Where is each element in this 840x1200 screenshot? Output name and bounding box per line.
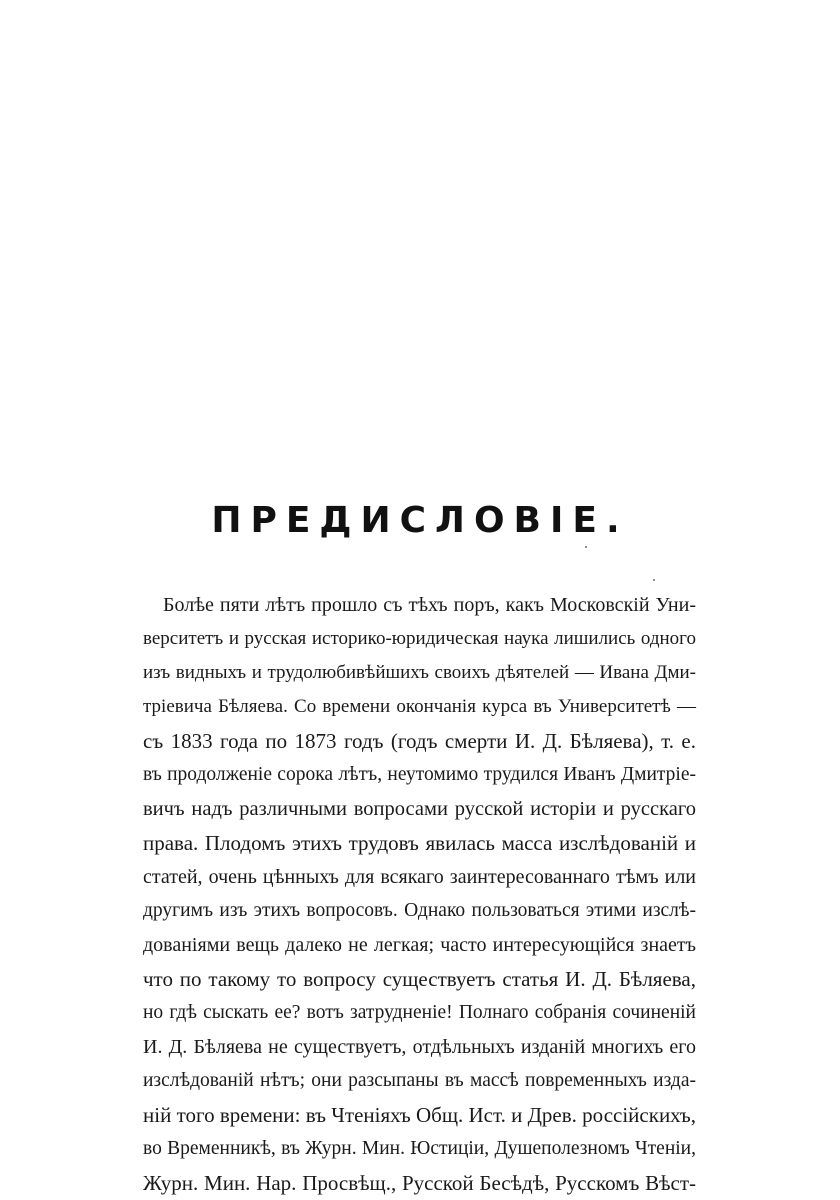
text-line-10: другимъ изъ этихъ вопросовъ. Однако пользоваться этими изслѣ- xyxy=(143,900,696,921)
text-line-9: статей, очень цѣнныхъ для всякаго заинтересованнаго тѣмъ или xyxy=(143,866,696,888)
page-title: ПРЕДИСЛОВІЕ. xyxy=(211,500,629,541)
text-line-7: вичъ надъ различными вопросами русской исторіи и русскаго xyxy=(143,798,696,820)
scan-speck xyxy=(653,579,655,581)
preface-body xyxy=(143,588,696,1200)
text-line-5: съ 1833 года по 1873 годъ (годъ смерти И. Д. Бѣляева), т. е. xyxy=(143,729,696,753)
text-line-15: изслѣдованій нѣтъ; они разсыпаны въ массѣ повременныхъ изда- xyxy=(143,1070,696,1091)
text-line-11: дованіями вещь далеко не легкая; часто интересующійся знаетъ xyxy=(143,934,696,956)
text-line-17: во Временникѣ, въ Журн. Мин. Юстиціи, Душеполезномъ Чтеніи, xyxy=(143,1138,696,1159)
text-line-12: что по такому то вопросу существуетъ статья И. Д. Бѣляева, xyxy=(143,967,696,991)
text-line-4: тріевича Бѣляева. Со времени окончанія курса въ Университетѣ — xyxy=(143,696,696,717)
text-line-2: верситетъ и русская историко-юридическая наука лишились одного xyxy=(143,628,696,649)
text-line-13: но гдѣ сыскать ее? вотъ затрудненіе! Полнаго собранія сочиненій xyxy=(143,1002,696,1023)
scan-speck xyxy=(585,546,587,548)
text-line-16: ній того времени: въ Чтеніяхъ Общ. Ист. и Древ. россійскихъ, xyxy=(143,1103,696,1127)
text-line-1: Болѣе пяти лѣтъ прошло съ тѣхъ поръ, какъ Московскій Уни- xyxy=(163,594,696,616)
text-line-14: И. Д. Бѣляева не существуетъ, отдѣльныхъ изданій многихъ его xyxy=(143,1036,696,1058)
text-line-6: въ продолженіе сорока лѣтъ, неутомимо трудился Иванъ Дмитріе- xyxy=(143,764,696,785)
text-line-8: права. Плодомъ этихъ трудовъ явилась масса изслѣдованій и xyxy=(143,831,696,855)
text-line-18: Журн. Мин. Нар. Просвѣщ., Русской Бесѣдѣ, Русскомъ Вѣст- xyxy=(143,1171,696,1195)
text-line-3: изъ видныхъ и трудолюбивѣйшихъ своихъ дѣятелей — Ивана Дми- xyxy=(143,662,696,683)
